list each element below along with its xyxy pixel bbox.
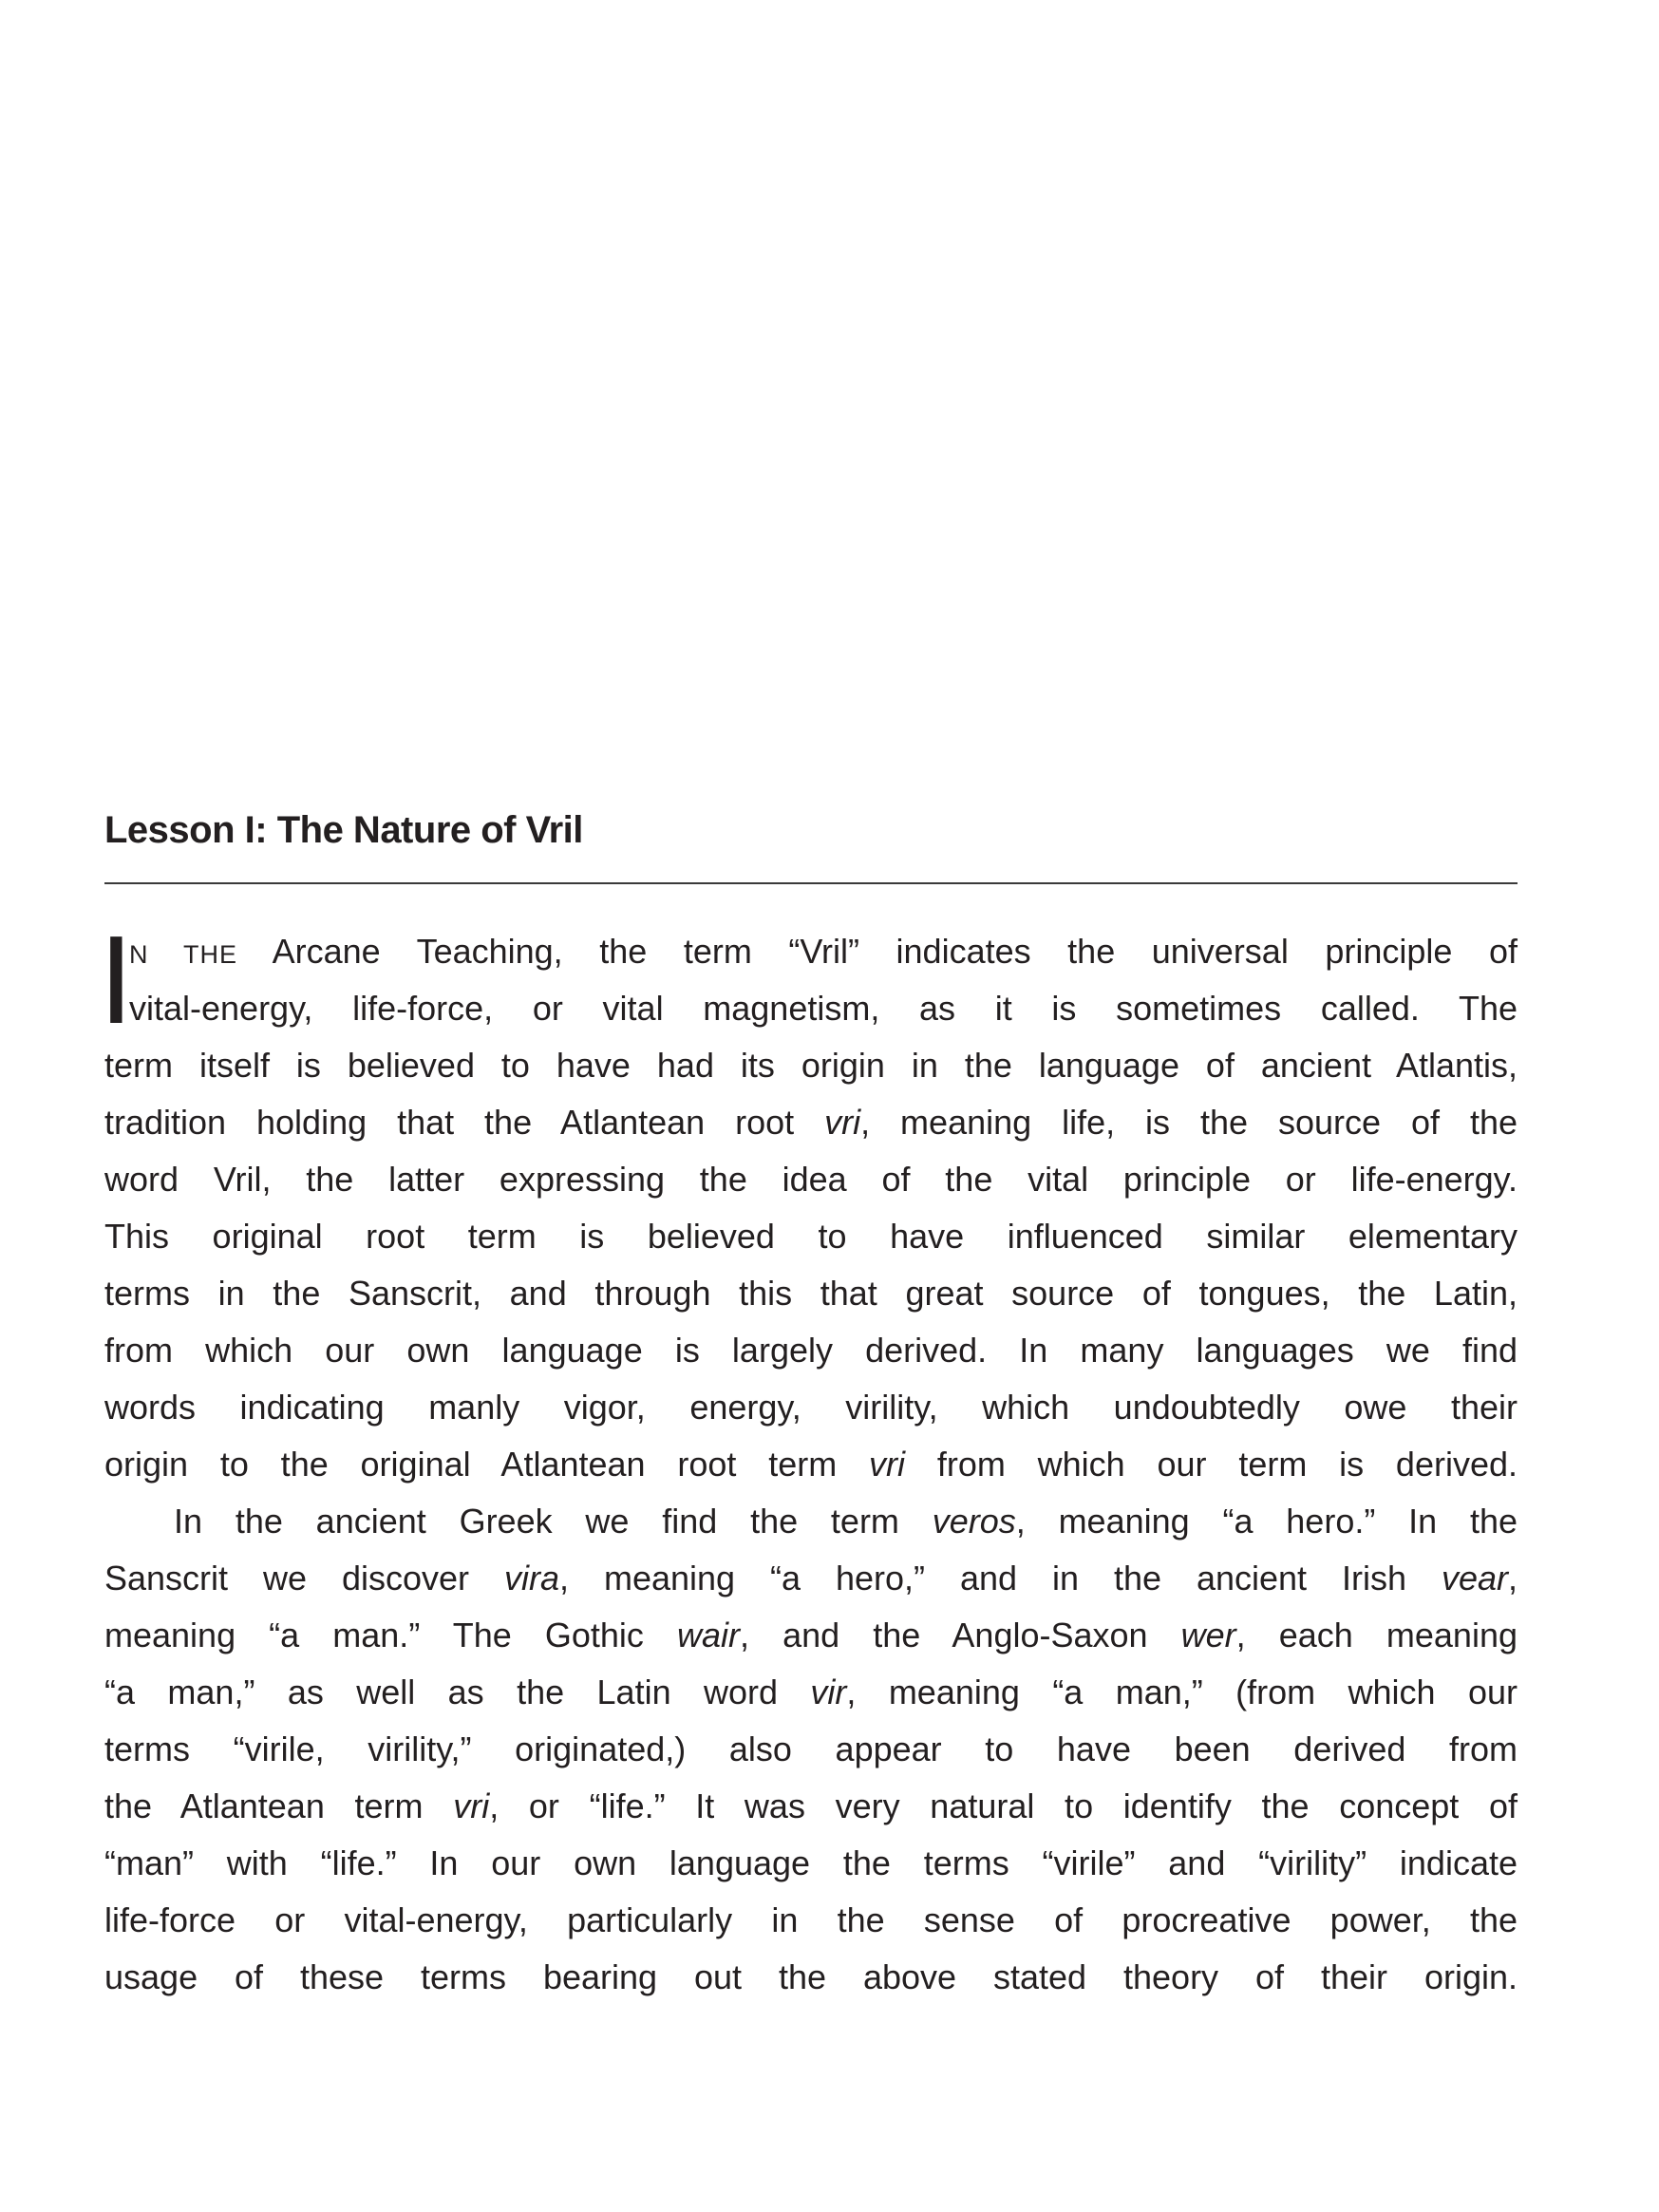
text-line <box>104 923 1518 980</box>
italic-term: vri <box>453 1787 490 1825</box>
text-line <box>104 1379 1518 1436</box>
italic-term: vri <box>869 1445 906 1484</box>
text-run: , or “life.” It was very natural to identify the concept of <box>489 1787 1518 1825</box>
section-heading: Lesson I: The Nature of Vril <box>104 809 583 851</box>
text-line <box>104 1322 1518 1379</box>
italic-term: vear <box>1441 1559 1508 1598</box>
text-run: meaning “a man.” The Gothic <box>104 1616 677 1654</box>
body-text <box>104 923 1518 2006</box>
text-run: origin to the original Atlantean root term <box>104 1445 870 1484</box>
text-run: , meaning life, is the source of the <box>860 1103 1518 1142</box>
text-run: term itself is believed to have had its origin in the language of ancient Atlantis, <box>104 1046 1518 1085</box>
text-run: word Vril, the latter expressing the idea of the vital principle or life-energy. <box>104 1160 1518 1199</box>
text-run: , <box>1508 1559 1518 1598</box>
text-run: terms in the Sanscrit, and through this that great source of tongues, the Latin, <box>104 1274 1518 1313</box>
text-line <box>104 1778 1518 1835</box>
text-line <box>104 1037 1518 1094</box>
drop-cap: I <box>99 910 134 1049</box>
text-run: “a man,” as well as the Latin word <box>104 1673 811 1711</box>
text-line <box>104 1835 1518 1892</box>
text-run: Arcane Teaching, the term “Vril” indicates the universal principle of <box>237 932 1518 971</box>
text-line <box>104 1949 1518 2006</box>
text-run: terms “virile, virility,” originated,) also appear to have been derived from <box>104 1730 1518 1768</box>
text-line <box>104 1493 1518 1550</box>
text-run: words indicating manly vigor, energy, virility, which undoubtedly owe their <box>104 1388 1518 1427</box>
text-line <box>104 1208 1518 1265</box>
small-caps-lead: N THE <box>129 940 238 969</box>
text-run: , meaning “a man,” (from which our <box>846 1673 1518 1711</box>
text-run: from which our term is derived. <box>905 1445 1518 1484</box>
text-line <box>104 1607 1518 1664</box>
italic-term: wair <box>677 1616 741 1654</box>
italic-term: wer <box>1180 1616 1236 1654</box>
italic-term: vira <box>503 1559 559 1598</box>
text-run: from which our own language is largely derived. In many languages we find <box>104 1331 1518 1370</box>
text-run: , meaning “a hero.” In the <box>1015 1502 1518 1541</box>
text-run: usage of these terms bearing out the above stated theory of their origin. <box>104 1957 1518 1996</box>
text-line <box>104 1151 1518 1208</box>
text-run: Sanscrit we discover <box>104 1559 504 1598</box>
italic-term: vir <box>810 1673 847 1711</box>
text-line <box>104 1721 1518 1778</box>
italic-term: veros <box>932 1502 1016 1541</box>
text-line <box>104 1094 1518 1151</box>
text-line <box>104 1664 1518 1721</box>
text-run: the Atlantean term <box>104 1787 454 1825</box>
text-run: vital-energy, life-force, or vital magnetism, as it is sometimes called. The <box>129 989 1518 1028</box>
text-run: “man” with “life.” In our own language the terms “virile” and “virility” indicate <box>104 1843 1518 1882</box>
text-run: , and the Anglo-Saxon <box>740 1616 1181 1654</box>
text-run: tradition holding that the Atlantean root <box>104 1103 825 1142</box>
text-line <box>104 1892 1518 1949</box>
text-line <box>104 1550 1518 1607</box>
text-run: This original root term is believed to have influenced similar elementary <box>104 1217 1518 1256</box>
text-run: life-force or vital-energy, particularly in the sense of procreative power, the <box>104 1900 1518 1939</box>
heading-divider <box>104 882 1518 884</box>
italic-term: vri <box>824 1103 861 1142</box>
text-run: , meaning “a hero,” and in the ancient Irish <box>559 1559 1442 1598</box>
text-run: In the ancient Greek we find the term <box>174 1502 933 1541</box>
text-line <box>104 980 1518 1037</box>
text-line <box>104 1436 1518 1493</box>
text-line <box>104 1265 1518 1322</box>
text-run: , each meaning <box>1235 1616 1518 1654</box>
